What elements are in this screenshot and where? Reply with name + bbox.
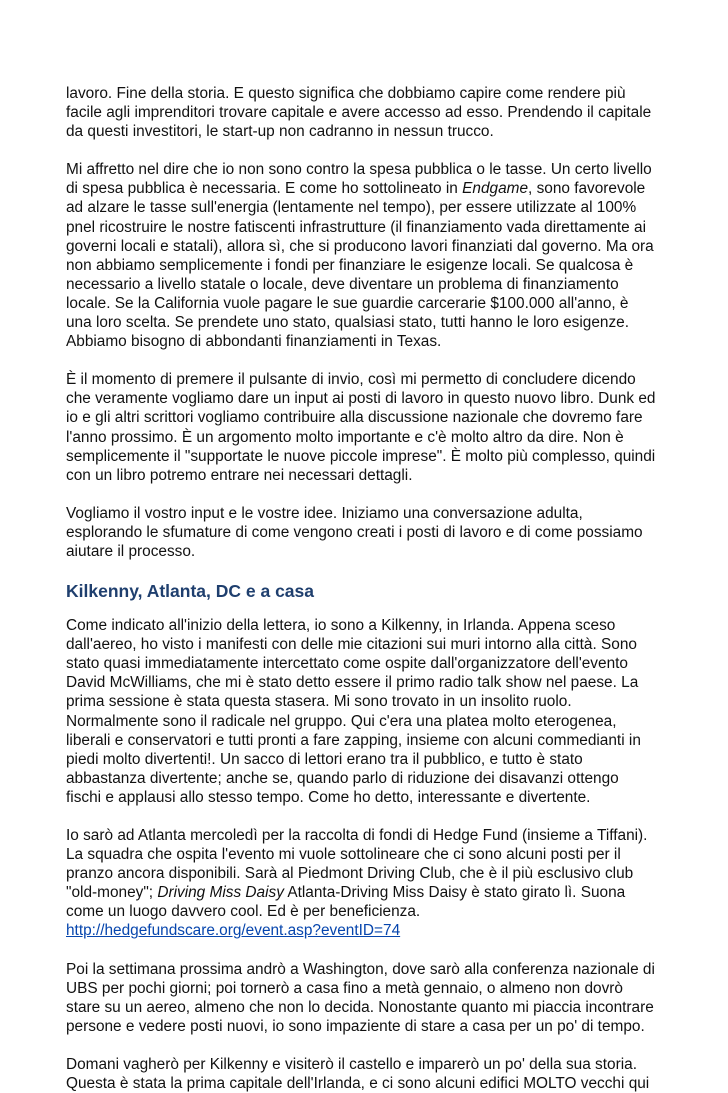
section-heading: Kilkenny, Atlanta, DC e a casa bbox=[66, 581, 315, 602]
event-link[interactable]: http://hedgefundscare.org/event.asp?eventID=74 bbox=[66, 922, 401, 940]
paragraph-washington: Poi la settimana prossima andrò a Washington, dove sarò alla conferenza nazionale di UBS per pochi giorni; poi tornerò a casa fino a metà gennaio, o almeno non dovrò stare su un aereo, almeno che non lo decida. Nonostante quanto mi piaccia incontrare persone e vedere posti nuovi, io sono impaziente di stare a casa per un po' di tempo. bbox=[66, 960, 655, 1035]
paragraph-input-ideas: Vogliamo il vostro input e le vostre idee. Iniziamo una conversazione adulta, esplorando le sfumature di come vengono creati i posti di lavoro e di come possiamo aiutare il processo. bbox=[66, 504, 643, 560]
film-title-driving-miss-daisy: Driving Miss Daisy bbox=[157, 884, 284, 902]
paragraph-text: Atlanta-Driving Miss Daisy è stato girato lì. Suona come un luogo davvero cool. Ed è per beneficienza. bbox=[66, 884, 626, 921]
paragraph-send-button: È il momento di premere il pulsante di invio, così mi permetto di concludere dicendo che veramente vogliamo dare un input ai posti di lavoro in questo nuovo libro. Dunk ed io e gli altri scrittori vogliamo contribuire alla discussione nazionale che dovremo fare l'anno prossimo. È un argomento molto importante e c'è molto altro da dire. Non è semplicemente il "supportate le nuove piccole imprese". È molto più complesso, quindi con un libro potremo entrare nei necessari dettagli. bbox=[66, 371, 656, 484]
paragraph-castle: Domani vagherò per Kilkenny e visiterò il castello e imparerò un po' della sua storia. Questa è stata la prima capitale dell'Irlanda, e ci sono alcuni edifici MOLTO vecchi qui bbox=[66, 1055, 650, 1093]
paragraph-jobs-capital: lavoro. Fine della storia. E questo significa che dobbiamo capire come rendere più facile agli imprenditori trovare capitale e avere accesso ad esso. Prendendo il capitale da questi investitori, le start-up non cadranno in nessun trucco. bbox=[66, 85, 652, 141]
book-title-endgame: Endgame bbox=[462, 180, 529, 198]
paragraph-atlanta bbox=[66, 826, 658, 941]
paragraph-text: Mi affretto nel dire che io non sono contro la spesa pubblica o le tasse. Un certo livello di spesa pubblica è necessaria. E come ho sottolineato in bbox=[66, 161, 652, 198]
paragraph-text: Io sarò ad Atlanta mercoledì per la raccolta di fondi di Hedge Fund (insieme a Tiffani). La squadra che ospita l'evento mi vuole sottolineare che ci sono alcuni posti per il pranzo ancora disponibili. Sarà al Piedmont Driving Club, che è il più esclusivo club "old-money"; bbox=[66, 827, 648, 902]
document-page bbox=[66, 84, 658, 1093]
paragraph-public-spending bbox=[66, 160, 658, 351]
paragraph-text: , sono favorevole ad alzare le tasse sull'energia (lentamente nel tempo), per essere utilizzate al 100% pnel ricostruire le nostre fatiscenti infrastrutture (il finanziamento vada direttamente ai governi locali e statali), allora sì, che si producono lavori finanziati dal governo. Ma ora non abbiamo semplicemente i fondi per finanziare le esigenze locali. Se qualcosa è necessario a livello statale o locale, deve diventare un problema di finanziamento locale. Se la California vuole pagare le sue guardie carcerarie $100.000 all'anno, è una loro scelta. Se prendete uno stato, qualsiasi stato, tutti hanno le loro esigenze. Abbiamo bisogno di abbondanti finanziamenti in Texas. bbox=[66, 180, 654, 351]
paragraph-kilkenny: Come indicato all'inizio della lettera, io sono a Kilkenny, in Irlanda. Appena sceso dall'aereo, ho visto i manifesti con delle mie citazioni sui muri intorno alla città. Sono stato quasi immediatamente intercettato come ospite dall'organizzatore dell'evento David McWilliams, che mi è stato detto essere il primo radio talk show nel paese. La prima sessione è stata questa stasera. Mi sono trovato in un insolito ruolo. Normalmente sono il radicale nel gruppo. Qui c'era una platea molto eterogenea, liberali e conservatori e tutti pronti a fare zapping, insieme con alcuni commedianti in piedi molto divertenti!. Un sacco di lettori erano tra il pubblico, e tutto è stato abbastanza divertente; anche se, quando parlo di riduzione dei disavanzi ottengo fischi e applausi allo stesso tempo. Come ho detto, interessante e divertente. bbox=[66, 617, 641, 806]
